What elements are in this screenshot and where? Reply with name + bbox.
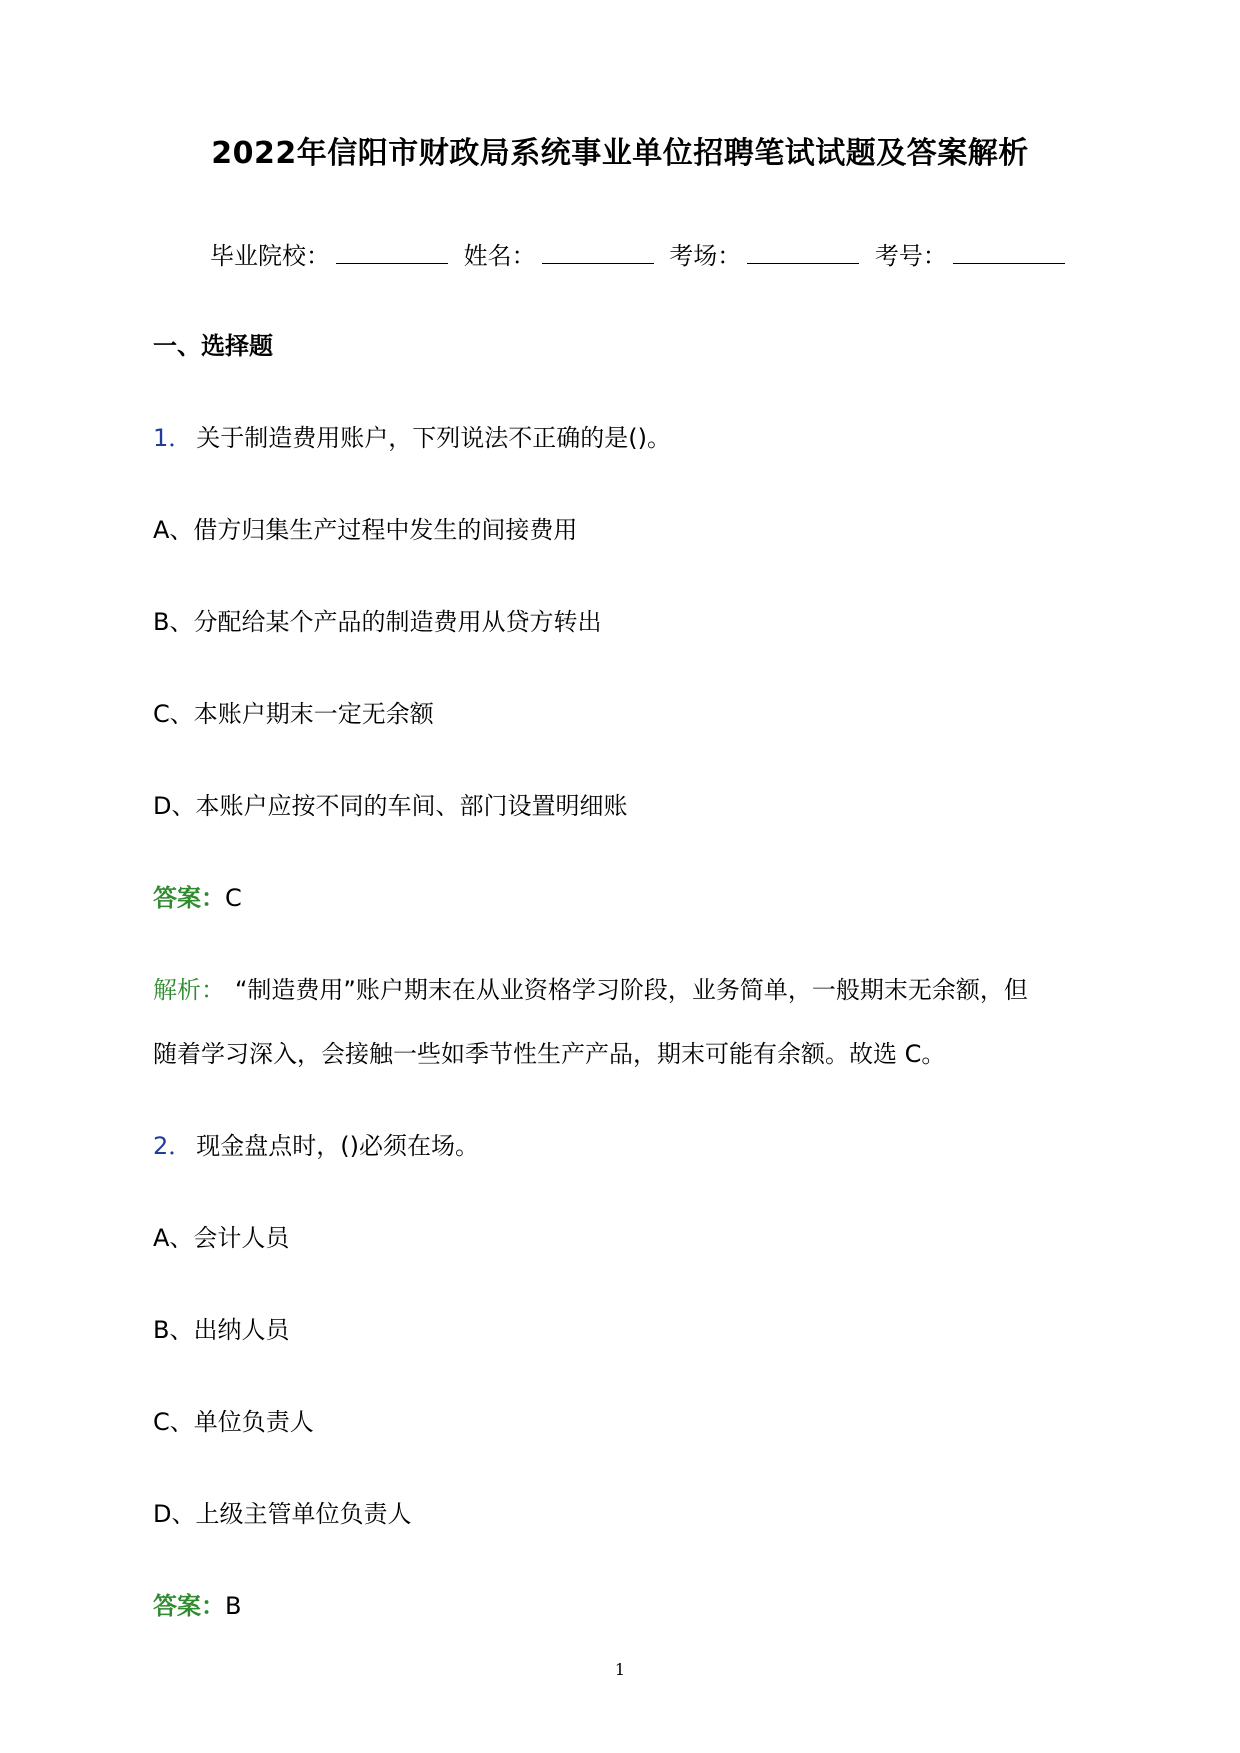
option-a: A、会计人员 [153, 1224, 290, 1252]
question-number: 1． [153, 424, 193, 452]
option-d: D、上级主管单位负责人 [153, 1500, 412, 1528]
section-title: 一、选择题 [153, 332, 273, 360]
info-field-room: 考场： [669, 242, 742, 270]
option-b: B、分配给某个产品的制造费用从贷方转出 [153, 608, 602, 636]
school-blank [336, 241, 448, 264]
name-blank [542, 241, 654, 264]
option-c: C、本账户期末一定无余额 [153, 700, 434, 728]
analysis-label: 解析： [153, 976, 225, 1004]
info-field-name: 姓名： [463, 242, 536, 270]
answer-value: B [225, 1592, 242, 1620]
info-field-school: 毕业院校： [210, 242, 330, 270]
room-blank [747, 241, 859, 264]
candidate-info-line [210, 236, 1073, 271]
question-2 [153, 1126, 479, 1161]
document-title: 2022年信阳市财政局系统事业单位招聘笔试试题及答案解析 [211, 136, 1029, 171]
option-d: D、本账户应按不同的车间、部门设置明细账 [153, 792, 628, 820]
answer-label: 答案： [153, 1592, 225, 1620]
question-text: 现金盘点时，()必须在场。 [196, 1132, 480, 1160]
answer-2 [153, 1586, 241, 1621]
id-blank [953, 241, 1065, 264]
analysis-text-line2: 随着学习深入，会接触一些如季节性生产产品，期末可能有余额。故选 C。 [153, 1040, 946, 1068]
question-text: 关于制造费用账户，下列说法不正确的是()。 [196, 424, 672, 452]
answer-label: 答案： [153, 884, 225, 912]
option-a: A、借方归集生产过程中发生的间接费用 [153, 516, 578, 544]
option-c: C、单位负责人 [153, 1408, 314, 1436]
info-field-id: 考号： [874, 242, 947, 270]
page-number: 1 [614, 1660, 626, 1679]
analysis-text-line1: “制造费用”账户期末在从业资格学习阶段，业务简单，一般期末无余额，但 [235, 976, 1028, 1004]
option-b: B、出纳人员 [153, 1316, 290, 1344]
question-number: 2． [153, 1132, 193, 1160]
analysis-1 [153, 970, 1028, 1005]
answer-1 [153, 878, 242, 913]
answer-value: C [225, 884, 242, 912]
question-1 [153, 418, 671, 453]
